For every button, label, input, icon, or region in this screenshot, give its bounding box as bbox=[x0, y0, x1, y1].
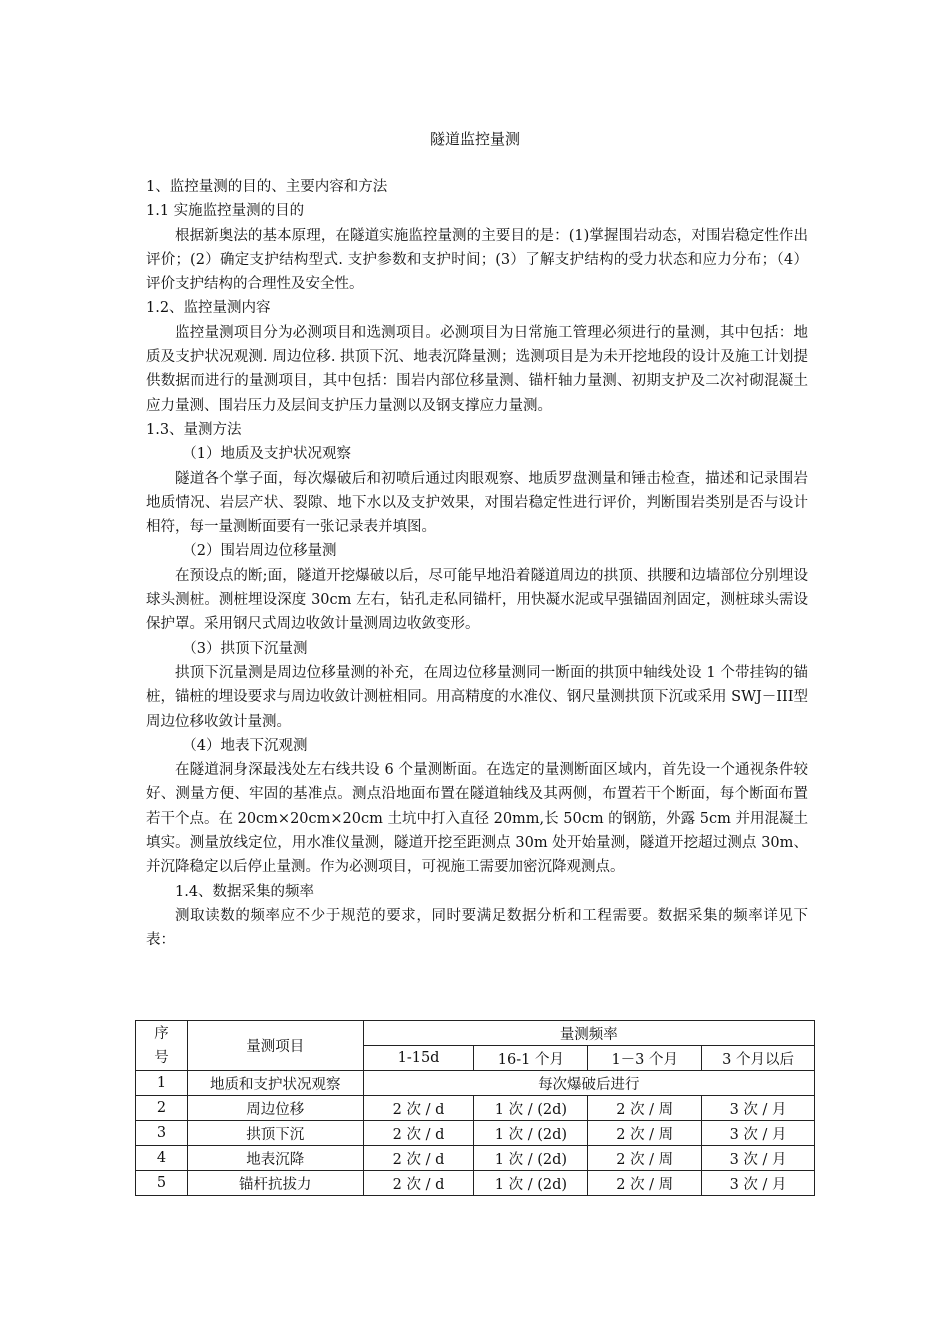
table-header-cell: 量测频率 bbox=[363, 1021, 814, 1046]
table-cell: 2 次 / 周 bbox=[588, 1121, 702, 1146]
subheading: （2）围岩周边位移量测 bbox=[182, 543, 337, 560]
table-cell: 地表沉降 bbox=[187, 1146, 363, 1171]
table-cell: 1 bbox=[136, 1071, 188, 1096]
table-cell: 3 次 / 月 bbox=[702, 1096, 815, 1121]
table-header-cell: 1－3 个月 bbox=[588, 1046, 702, 1071]
table-cell: 拱顶下沉 bbox=[187, 1121, 363, 1146]
table-header-cell: 量测项目 bbox=[187, 1021, 363, 1071]
table-cell: 2 次 / d bbox=[363, 1096, 474, 1121]
table-cell: 地质和支护状况观察 bbox=[187, 1071, 363, 1096]
table-cell: 5 bbox=[136, 1171, 188, 1196]
table-cell: 3 bbox=[136, 1121, 188, 1146]
table-cell: 2 次 / d bbox=[363, 1146, 474, 1171]
document-title: 隧道监控量测 bbox=[429, 130, 520, 148]
paragraph: 测取读数的频率应不少于规范的要求，同时要满足数据分析和工程需要。数据采集的频率详见下表： bbox=[146, 907, 808, 949]
table-cell: 2 次 / 周 bbox=[588, 1171, 702, 1196]
table-header-row bbox=[136, 1021, 815, 1046]
paragraph: 拱顶下沉量测是周边位移量测的补充，在周边位移量测同一断面的拱顶中轴线处设 1 个带挂钩的锚桩，锚桩的埋设要求与周边收敛计测桩相同。用高精度的水准仪、钢尺量测拱顶下沉或采用 SWJ－III型周边位移收敛计量测。 bbox=[146, 664, 808, 730]
heading-1-2: 1.2、监控量测内容 bbox=[146, 300, 271, 317]
paragraph: 隧道各个掌子面，每次爆破后和初喷后通过肉眼观察、地质罗盘测量和锤击检查，描述和记录围岩地质情况、岩层产状、裂隙、地下水以及支护效果，对围岩稳定性进行评价，判断围岩类别是否与设计相符，每一量测断面要有一张记录表并填图。 bbox=[146, 470, 808, 536]
table-header-cell: 1-15d bbox=[363, 1046, 474, 1071]
table-row bbox=[136, 1071, 815, 1096]
paragraph: 在隧道洞身深最浅处左右线共设 6 个量测断面。在选定的量测断面区域内，首先设一个通视条件较好、测量方便、牢固的基准点。测点沿地面布置在隧道轴线及其两侧，布置若干个断面，每个断面布置若干个点。在 20cm×20cm×20cm 土坑中打入直径 20mm,长 50cm 的钢筋，外露 5cm 并用混凝土填实。测量放线定位，用水准仪量测，隧道开挖至距测点 30m 处开始量测，隧道开挖超过测点 30m、并沉降稳定以后停止量测。作为必测项目，可视施工需要加密沉降观测点。 bbox=[146, 762, 808, 876]
paragraph: 根据新奥法的基本原理，在隧道实施监控量测的主要目的是：(1)掌握围岩动态，对围岩稳定性作出评价；(2）确定支护结构型式. 支护参数和支护时间；(3）了解支护结构的受力状态和应力分布；（4）评价支护结构的合理性及安全性。 bbox=[146, 227, 808, 293]
table-header-cell: 3 个月以后 bbox=[702, 1046, 815, 1071]
table-cell: 1 次 / (2d) bbox=[474, 1146, 588, 1171]
subheading: （3）拱顶下沉量测 bbox=[182, 640, 308, 657]
table-cell: 3 次 / 月 bbox=[702, 1171, 815, 1196]
paragraph: 监控量测项目分为必测项目和选测项目。必测项目为日常施工管理必须进行的量测，其中包括：地质及支护状况观测. 周边位移. 拱顶下沉、地表沉降量测；选测项目是为未开挖地段的设计及施工计划提供数据而进行的量测项目，其中包括：围岩内部位移量测、锚杆轴力量测、初期支护及二次衬砌混凝土应力量测、围岩压力及层间支护压力量测以及钢支撑应力量测。 bbox=[146, 324, 808, 414]
subheading: （4）地表下沉观测 bbox=[182, 737, 308, 754]
table-cell: 3 次 / 月 bbox=[702, 1121, 815, 1146]
table-cell: 1 次 / (2d) bbox=[474, 1171, 588, 1196]
table-cell: 周边位移 bbox=[187, 1096, 363, 1121]
table-row bbox=[136, 1121, 815, 1146]
frequency-table bbox=[135, 1020, 815, 1196]
table-cell: 2 bbox=[136, 1096, 188, 1121]
document-body bbox=[146, 175, 808, 953]
heading-1-4: 1.4、数据采集的频率 bbox=[175, 883, 315, 900]
table-row bbox=[136, 1171, 815, 1196]
table-cell: 2 次 / 周 bbox=[588, 1096, 702, 1121]
table-cell: 2 次 / d bbox=[363, 1171, 474, 1196]
table-cell: 每次爆破后进行 bbox=[363, 1071, 814, 1096]
subheading: （1）地质及支护状况观察 bbox=[182, 446, 351, 463]
table-cell: 1 次 / (2d) bbox=[474, 1096, 588, 1121]
table-row bbox=[136, 1096, 815, 1121]
heading-1: 1、监控量测的目的、主要内容和方法 bbox=[146, 179, 388, 195]
heading-1-3: 1.3、量测方法 bbox=[146, 421, 242, 438]
table-cell: 4 bbox=[136, 1146, 188, 1171]
table-header-cell: 序 号 bbox=[136, 1021, 188, 1071]
table-cell: 1 次 / (2d) bbox=[474, 1121, 588, 1146]
table-cell: 2 次 / 周 bbox=[588, 1146, 702, 1171]
paragraph: 在预设点的断;面，隧道开挖爆破以后，尽可能早地沿着隧道周边的拱顶、拱腰和边墙部位分别埋设球头测桩。测桩埋设深度 30cm 左右，钻孔走私同锚杆，用快凝水泥或早强锚固剂固定，测桩球头需设保护罩。采用钢尺式周边收敛计量测周边收敛变形。 bbox=[146, 567, 808, 633]
table-row bbox=[136, 1146, 815, 1171]
table-cell: 3 次 / 月 bbox=[702, 1146, 815, 1171]
table-cell: 锚杆抗拔力 bbox=[187, 1171, 363, 1196]
heading-1-1: 1.1 实施监控量测的目的 bbox=[146, 203, 305, 220]
table-header-cell: 16-1 个月 bbox=[474, 1046, 588, 1071]
table-cell: 2 次 / d bbox=[363, 1121, 474, 1146]
